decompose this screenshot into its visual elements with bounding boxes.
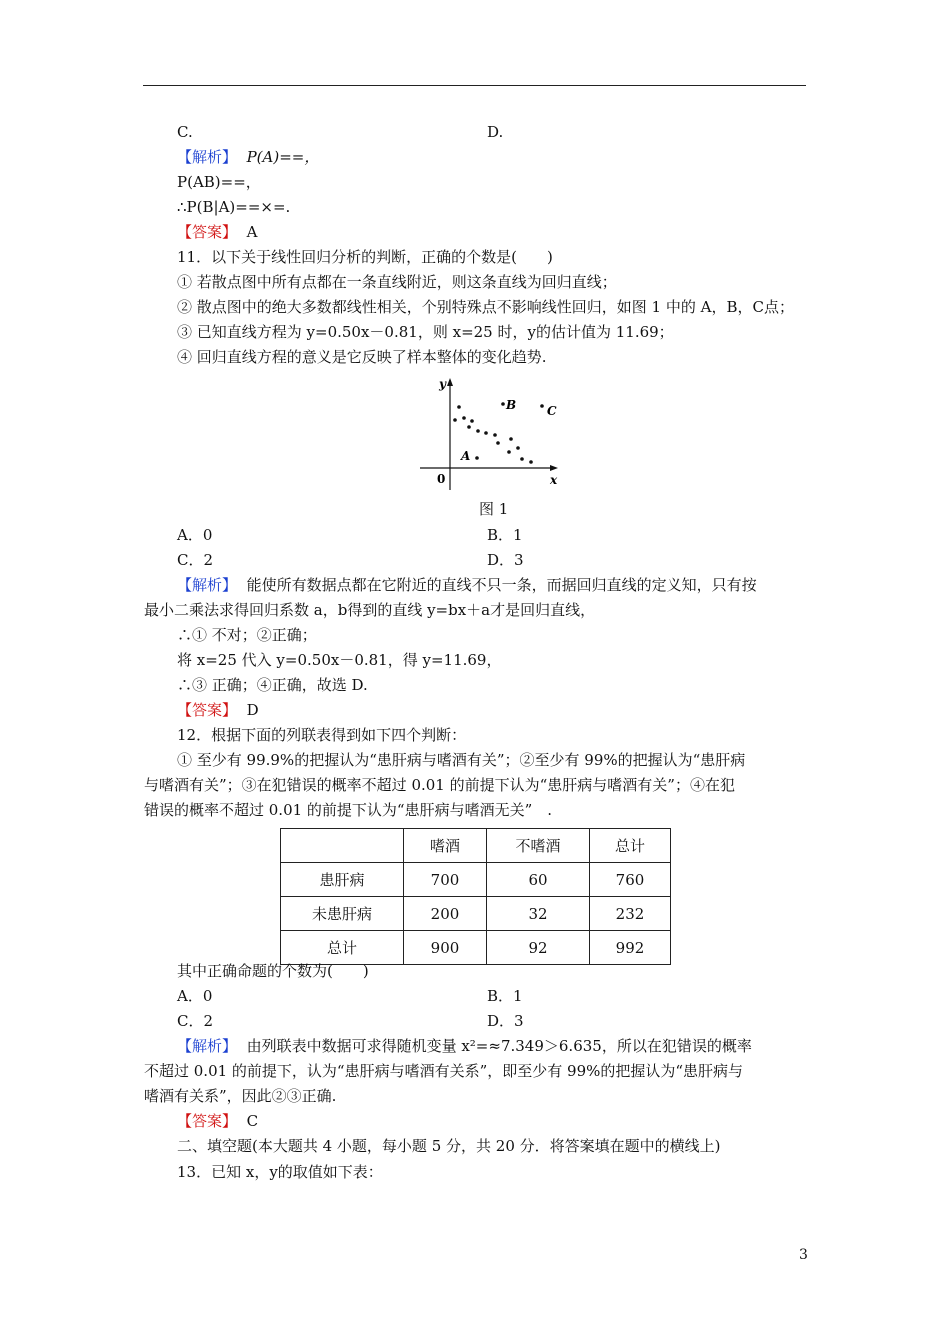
q12-body: ① 至少有 99.9%的把握认为“患肝病与嗜酒有关”；②至少有 99%的把握认为“患肝病 xyxy=(177,751,746,769)
q12-body: 错误的概率不超过 0.01 的前提下认为“患肝病与嗜酒无关” . xyxy=(144,801,553,819)
point xyxy=(462,416,466,420)
jiexi-text: 由列联表中数据可求得随机变量 x²=≈7.349＞6.635，所以在犯错误的概率 xyxy=(246,1037,752,1055)
q11-jiexi-line: ∴③ 正确；④正确，故选 D. xyxy=(177,676,368,694)
point xyxy=(529,460,533,464)
table-cell: 232 xyxy=(590,897,671,931)
q12-question: 其中正确命题的个数为( ) xyxy=(177,962,369,980)
q10-jiexi-line xyxy=(177,147,319,167)
q11-item: ③ 已知直线方程为 y=0.50x－0.81，则 x=25 时，y的估计值为 11.69； xyxy=(177,323,674,341)
answer-label: 【答案】 xyxy=(177,1112,238,1130)
point-a xyxy=(475,456,479,460)
point-c-label: C xyxy=(547,404,557,418)
table-cell: 92 xyxy=(487,931,590,965)
point-b-label: B xyxy=(506,398,517,412)
jiexi-text: 能使所有数据点都在它附近的直线不只一条，而据回归直线的定义知，只有按 xyxy=(246,576,757,594)
q10-answer-line xyxy=(177,222,257,242)
point xyxy=(470,419,474,423)
q12-option-c: C．2 xyxy=(177,1012,214,1030)
q11-answer-line xyxy=(177,700,259,720)
table-cell: 60 xyxy=(487,863,590,897)
answer-value: C xyxy=(246,1112,259,1130)
jiexi-label: 【解析】 xyxy=(177,148,238,166)
q11-option-a: A．0 xyxy=(177,526,213,544)
table-cell: 嗜酒 xyxy=(404,829,487,863)
q12-option-a: A．0 xyxy=(177,987,213,1005)
q12-jiexi-line: 嗜酒有关系”，因此②③正确. xyxy=(144,1087,337,1105)
q10-jiexi-line: ∴P(B|A)==×=. xyxy=(177,198,291,216)
point xyxy=(496,441,500,445)
q12-jiexi-line: 不超过 0.01 的前提下，认为“患肝病与嗜酒有关系”，即至少有 99%的把握认为“患肝病与 xyxy=(144,1062,744,1080)
q11-jiexi-line: 将 x=25 代入 y=0.50x－0.81，得 y=11.69， xyxy=(177,651,502,669)
q11-item: ④ 回归直线方程的意义是它反映了样本整体的变化趋势. xyxy=(177,348,547,366)
q10-jiexi-line: P(AB)==， xyxy=(177,173,261,191)
jiexi-text: P(A)==， xyxy=(246,148,320,166)
y-axis-label: y xyxy=(439,377,446,391)
point xyxy=(457,405,461,409)
point xyxy=(453,418,457,422)
table-cell: 患肝病 xyxy=(281,863,404,897)
table-cell xyxy=(281,829,404,863)
table-cell: 总计 xyxy=(281,931,404,965)
x-axis-arrow-icon xyxy=(550,465,558,471)
answer-value: A xyxy=(246,223,258,241)
q12-answer-line xyxy=(177,1111,258,1131)
jiexi-label: 【解析】 xyxy=(177,576,238,594)
section-heading: 二、填空题(本大题共 4 小题，每小题 5 分，共 20 分．将答案填在题中的横线上) xyxy=(177,1137,721,1155)
q11-option-b: B．1 xyxy=(487,526,523,544)
answer-label: 【答案】 xyxy=(177,701,238,719)
point-a-label: A xyxy=(461,449,471,463)
q11-jiexi-line: ∴① 不对；②正确； xyxy=(177,626,317,644)
point xyxy=(507,450,511,454)
table-row xyxy=(281,897,671,931)
q11-item: ① 若散点图中所有点都在一条直线附近，则这条直线为回归直线； xyxy=(177,273,617,291)
q11-jiexi-line xyxy=(177,575,757,595)
point xyxy=(467,425,471,429)
table-cell: 不嗜酒 xyxy=(487,829,590,863)
q11-stem: 11．以下关于线性回归分析的判断，正确的个数是( ) xyxy=(177,248,553,266)
point xyxy=(516,446,520,450)
q11-option-c: C．2 xyxy=(177,551,214,569)
table-cell: 992 xyxy=(590,931,671,965)
table-cell: 700 xyxy=(404,863,487,897)
answer-value: D xyxy=(246,701,259,719)
point xyxy=(493,433,497,437)
point xyxy=(476,429,480,433)
point xyxy=(484,431,488,435)
table-cell: 760 xyxy=(590,863,671,897)
q10-option-c: C. xyxy=(177,123,193,141)
point-c xyxy=(540,404,544,408)
q11-jiexi-line: 最小二乘法求得回归系数 a，b得到的直线 y=bx＋a才是回归直线， xyxy=(144,601,596,619)
contingency-table xyxy=(280,828,671,965)
y-axis-arrow-icon xyxy=(447,378,453,386)
table-cell: 未患肝病 xyxy=(281,897,404,931)
point xyxy=(520,457,524,461)
q12-stem: 12．根据下面的列联表得到如下四个判断： xyxy=(177,726,467,744)
point xyxy=(509,437,513,441)
jiexi-label: 【解析】 xyxy=(177,1037,238,1055)
table-cell: 总计 xyxy=(590,829,671,863)
q12-option-d: D．3 xyxy=(487,1012,524,1030)
answer-label: 【答案】 xyxy=(177,223,238,241)
q11-item: ② 散点图中的绝大多数都线性相关，个别特殊点不影响线性回归，如图 1 中的 A，B，C点； xyxy=(177,298,794,316)
origin-label: 0 xyxy=(437,472,446,486)
table-cell: 200 xyxy=(404,897,487,931)
figure-caption: 图 1 xyxy=(479,500,509,518)
header-rule xyxy=(143,85,806,86)
q12-option-b: B．1 xyxy=(487,987,523,1005)
table-header-row xyxy=(281,829,671,863)
table-row xyxy=(281,863,671,897)
q11-option-d: D．3 xyxy=(487,551,524,569)
q12-body: 与嗜酒有关”；③在犯错误的概率不超过 0.01 的前提下认为“患肝病与嗜酒有关”；④在犯 xyxy=(144,776,735,794)
page-number: 3 xyxy=(799,1247,808,1263)
q13-stem: 13．已知 x，y的取值如下表： xyxy=(177,1163,383,1181)
table-cell: 32 xyxy=(487,897,590,931)
q10-option-d: D. xyxy=(487,123,504,141)
scatter-figure xyxy=(410,370,580,500)
q12-jiexi-line xyxy=(177,1036,752,1056)
table-cell: 900 xyxy=(404,931,487,965)
point-b xyxy=(501,402,505,406)
x-axis-label: x xyxy=(550,473,558,487)
table-row xyxy=(281,931,671,965)
